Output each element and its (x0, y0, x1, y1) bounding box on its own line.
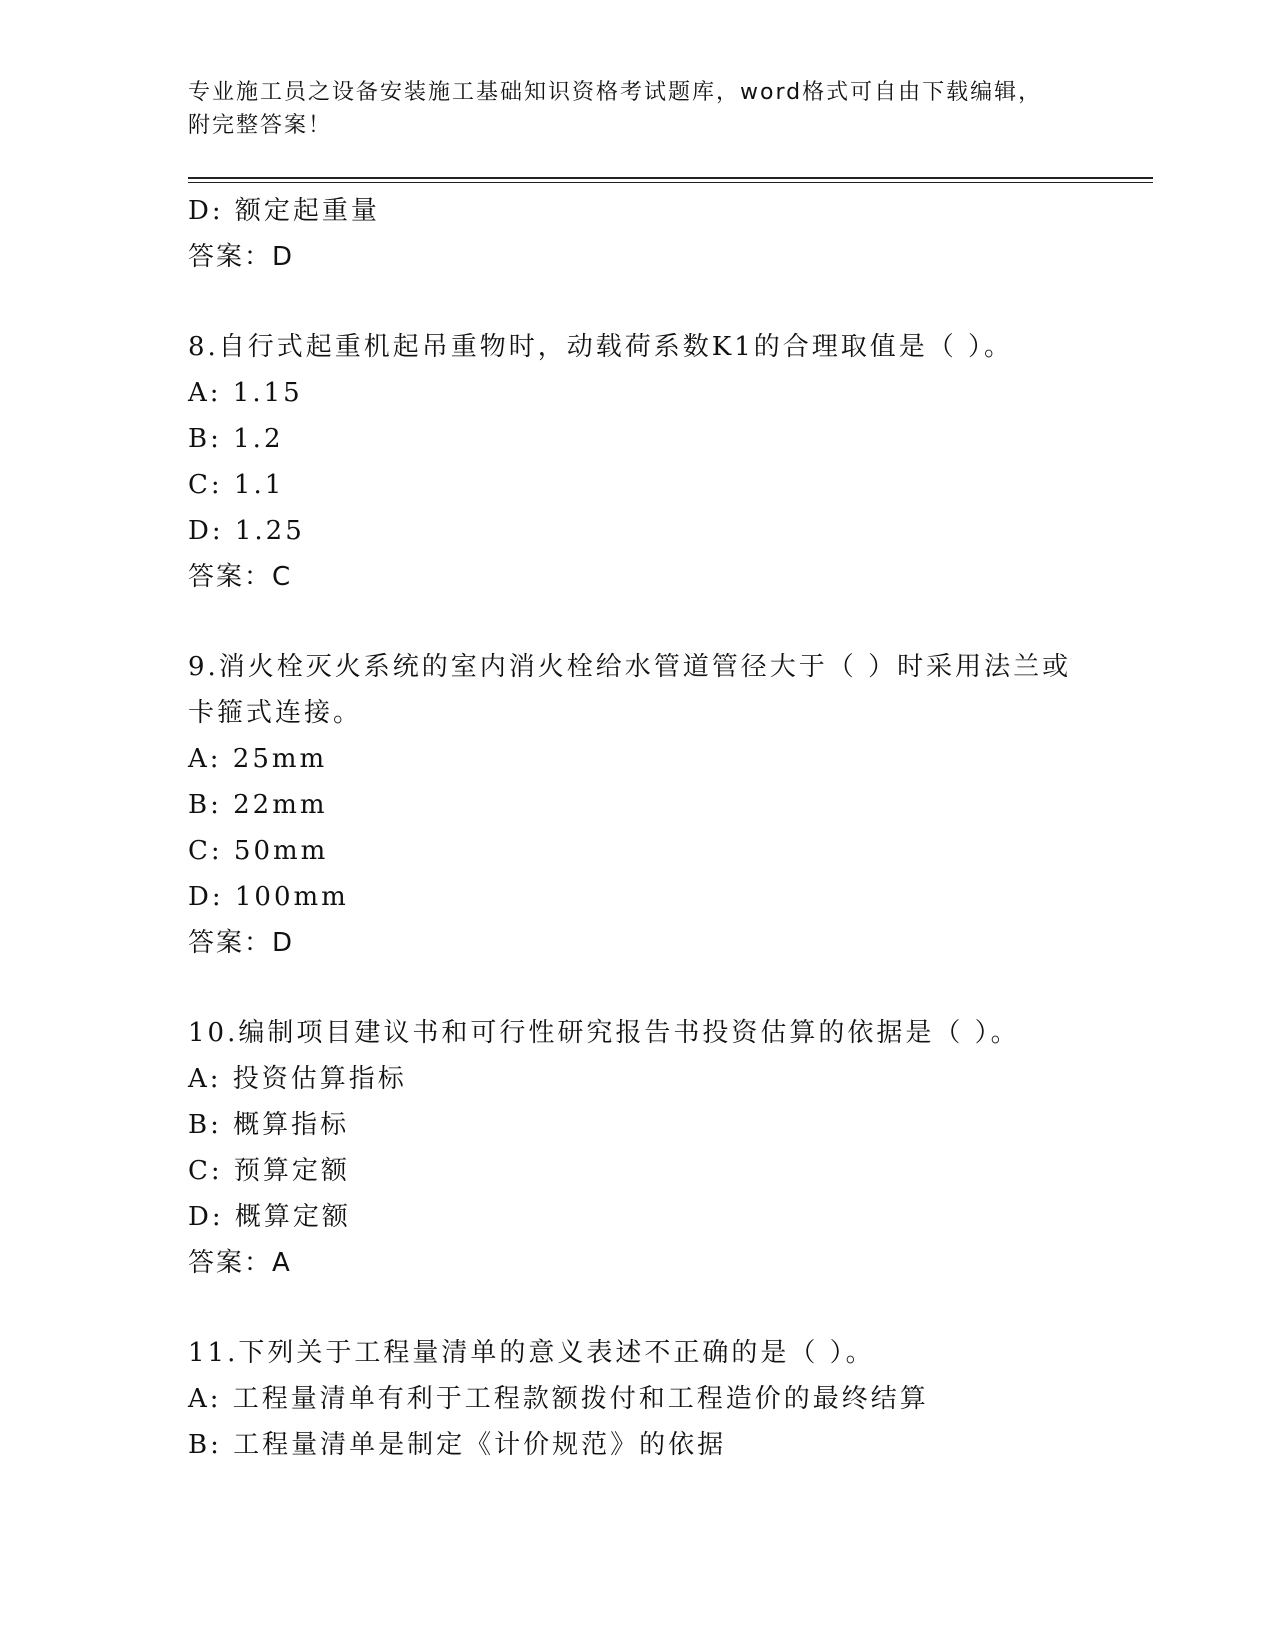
question-block-9 (188, 644, 1088, 966)
option-d: D: 概算定额 (188, 1202, 351, 1232)
option-d: D: 100mm (188, 882, 349, 912)
header-line-2: 附完整答案！ (188, 113, 333, 138)
question-block-8 (188, 324, 1088, 600)
answer-text: 答案：A (188, 1248, 292, 1278)
header-divider-thin (188, 182, 1153, 183)
question-text-line-1: 9.消火栓灭火系统的室内消火栓给水管道管径大于（ ）时采用法兰或 (188, 652, 1072, 682)
answer-text: 答案：D (188, 928, 295, 958)
document-header (188, 76, 1088, 142)
question-block-10 (188, 1010, 1088, 1286)
option-a: A: 1.15 (188, 378, 303, 408)
question-block-7-partial (188, 188, 1088, 280)
question-list (188, 188, 1088, 1468)
question-block-11 (188, 1330, 1088, 1468)
option-a: A: 25mm (188, 744, 328, 774)
option-c: C: 预算定额 (188, 1156, 350, 1186)
option-a: A: 工程量清单有利于工程款额拨付和工程造价的最终结算 (188, 1384, 929, 1414)
question-text: 10.编制项目建议书和可行性研究报告书投资估算的依据是（ ）。 (188, 1018, 1020, 1048)
option-c: C: 50mm (188, 836, 329, 866)
spacer (188, 966, 1088, 1010)
option-a: A: 投资估算指标 (188, 1064, 407, 1094)
answer-text: 答案：C (188, 562, 293, 592)
option-b: B: 概算指标 (188, 1110, 350, 1140)
question-text: 8.自行式起重机起吊重物时，动载荷系数K1的合理取值是（ ）。 (188, 332, 1014, 362)
option-c: C: 1.1 (188, 470, 285, 500)
spacer (188, 280, 1088, 324)
question-text: 11.下列关于工程量清单的意义表述不正确的是（ ）。 (188, 1338, 875, 1368)
option-b: B: 1.2 (188, 424, 284, 454)
spacer (188, 1286, 1088, 1330)
spacer (188, 600, 1088, 644)
header-line-1: 专业施工员之设备安装施工基础知识资格考试题库，word格式可自由下载编辑， (188, 80, 1043, 105)
option-b: B: 工程量清单是制定《计价规范》的依据 (188, 1430, 727, 1460)
option-d: D: 1.25 (188, 516, 305, 546)
question-text-line-2: 卡箍式连接。 (188, 698, 363, 728)
option-d: D: 额定起重量 (188, 196, 380, 226)
answer-text: 答案：D (188, 242, 295, 272)
option-b: B: 22mm (188, 790, 328, 820)
header-divider-thick (188, 177, 1153, 179)
